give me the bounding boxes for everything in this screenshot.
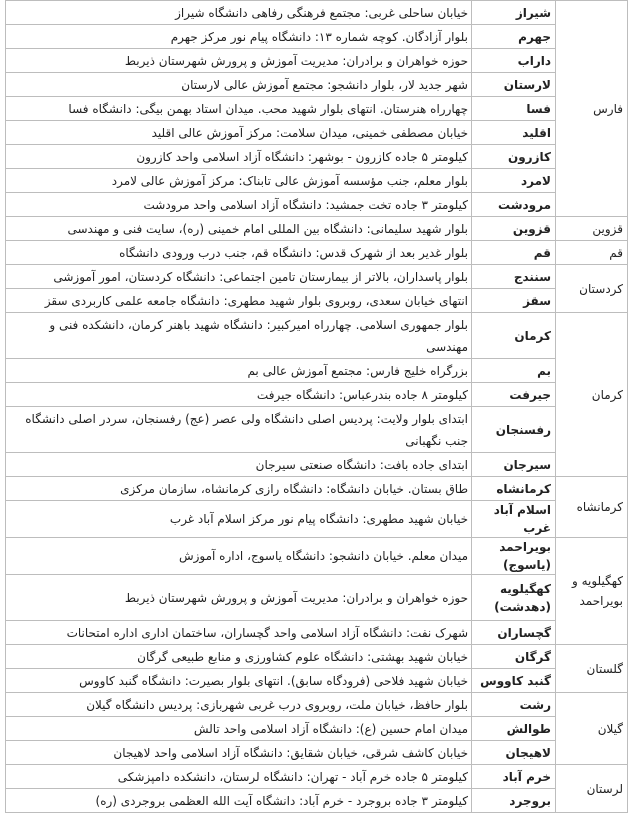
table-row bbox=[6, 669, 628, 693]
table-row bbox=[6, 501, 628, 538]
address-cell: خیابان ساحلی غربی: مجتمع فرهنگی رفاهی دانشگاه شیراز bbox=[6, 1, 472, 25]
table-row bbox=[6, 1, 628, 25]
table-row bbox=[6, 717, 628, 741]
city-cell: اسلام آباد غرب bbox=[472, 501, 556, 538]
city-cell: بروجرد bbox=[472, 789, 556, 813]
table-row bbox=[6, 97, 628, 121]
city-cell: کهگیلویه (دهدشت) bbox=[472, 575, 556, 621]
address-cell: بلوار غدیر بعد از شهرک قدس: دانشگاه قم، جنب درب ورودی دانشگاه bbox=[6, 241, 472, 265]
table-row bbox=[6, 538, 628, 575]
table-row bbox=[6, 765, 628, 789]
address-cell: کیلومتر ۳ جاده بروجرد - خرم آباد: دانشگاه آیت الله العظمی بروجردی (ره) bbox=[6, 789, 472, 813]
table-row bbox=[6, 313, 628, 359]
address-cell: بلوار معلم، جنب مؤسسه آموزش عالی تابناک: مرکز آموزش عالی لامرد bbox=[6, 169, 472, 193]
table-row bbox=[6, 789, 628, 813]
address-cell: خیابان مصطفی خمینی، میدان سلامت: مرکز آموزش عالی اقلید bbox=[6, 121, 472, 145]
address-cell: میدان امام حسین (ع): دانشگاه آزاد اسلامی واحد تالش bbox=[6, 717, 472, 741]
table-row bbox=[6, 575, 628, 621]
table-row bbox=[6, 193, 628, 217]
address-cell: ابتدای بلوار ولایت: پردیس اصلی دانشگاه ولی عصر (عج) رفسنجان، سردر اصلی دانشگاه جنب نگهبانی bbox=[6, 407, 472, 453]
table-row bbox=[6, 265, 628, 289]
city-cell: طوالش bbox=[472, 717, 556, 741]
city-cell: لامرد bbox=[472, 169, 556, 193]
table-row bbox=[6, 359, 628, 383]
province-cell: کرمان bbox=[556, 313, 628, 477]
address-cell: بلوار پاسداران، بالاتر از بیمارستان تامین اجتماعی: دانشگاه کردستان، امور آموزشی bbox=[6, 265, 472, 289]
address-cell: حوزه خواهران و برادران: مدیریت آموزش و پرورش شهرستان ذیربط bbox=[6, 575, 472, 621]
table-row bbox=[6, 121, 628, 145]
city-cell: سنندج bbox=[472, 265, 556, 289]
city-cell: اقلید bbox=[472, 121, 556, 145]
city-cell: سقز bbox=[472, 289, 556, 313]
city-cell: بویراحمد (یاسوج) bbox=[472, 538, 556, 575]
table-row bbox=[6, 25, 628, 49]
address-cell: بلوار شهید سلیمانی: دانشگاه بین المللی امام خمینی (ره)، سایت فنی و مهندسی bbox=[6, 217, 472, 241]
city-cell: گرگان bbox=[472, 645, 556, 669]
address-cell: شهر جدید لار، بلوار دانشجو: مجتمع آموزش عالی لارستان bbox=[6, 73, 472, 97]
province-cell: لرستان bbox=[556, 765, 628, 813]
table-row bbox=[6, 169, 628, 193]
province-cell: قم bbox=[556, 241, 628, 265]
city-cell: جیرفت bbox=[472, 383, 556, 407]
table-row bbox=[6, 645, 628, 669]
address-cell: خیابان کاشف شرقی، خیابان شقایق: دانشگاه آزاد اسلامی واحد لاهیجان bbox=[6, 741, 472, 765]
address-cell: کیلومتر ۵ جاده کازرون - بوشهر: دانشگاه آزاد اسلامی واحد کازرون bbox=[6, 145, 472, 169]
province-cell: کهگیلویه و بویراحمد bbox=[556, 538, 628, 645]
address-cell: بلوار آزادگان. کوچه شماره ۱۳: دانشگاه پیام نور مرکز جهرم bbox=[6, 25, 472, 49]
address-cell: بلوار جمهوری اسلامی. چهارراه امیرکبیر: دانشگاه شهید باهنر کرمان، دانشکده فنی و مهندسی bbox=[6, 313, 472, 359]
table-row bbox=[6, 621, 628, 645]
city-cell: داراب bbox=[472, 49, 556, 73]
table-row bbox=[6, 407, 628, 453]
table-row bbox=[6, 49, 628, 73]
address-cell: طاق بستان. خیابان دانشگاه: دانشگاه رازی کرمانشاه، سازمان مرکزی bbox=[6, 477, 472, 501]
city-cell: بم bbox=[472, 359, 556, 383]
city-cell: مرودشت bbox=[472, 193, 556, 217]
address-cell: میدان معلم. خیابان دانشجو: دانشگاه یاسوج، اداره آموزش bbox=[6, 538, 472, 575]
table-row bbox=[6, 453, 628, 477]
table-row bbox=[6, 289, 628, 313]
address-cell: بزرگراه خلیج فارس: مجتمع آموزش عالی بم bbox=[6, 359, 472, 383]
province-cell: کرمانشاه bbox=[556, 477, 628, 538]
city-cell: شیراز bbox=[472, 1, 556, 25]
province-cell: قزوین bbox=[556, 217, 628, 241]
city-cell: کازرون bbox=[472, 145, 556, 169]
address-cell: ابتدای جاده بافت: دانشگاه صنعتی سیرجان bbox=[6, 453, 472, 477]
table-row bbox=[6, 241, 628, 265]
city-cell: قم bbox=[472, 241, 556, 265]
address-cell: انتهای خیابان سعدی، روبروی بلوار شهید مطهری: دانشگاه جامعه علمی کاربردی سقز bbox=[6, 289, 472, 313]
address-cell: کیلومتر ۸ جاده بندرعباس: دانشگاه جیرفت bbox=[6, 383, 472, 407]
address-cell: شهرک نفت: دانشگاه آزاد اسلامی واحد گچساران، ساختمان اداری اداره امتحانات bbox=[6, 621, 472, 645]
table-row bbox=[6, 145, 628, 169]
city-cell: گنبد کاووس bbox=[472, 669, 556, 693]
city-cell: قزوین bbox=[472, 217, 556, 241]
city-cell: کرمانشاه bbox=[472, 477, 556, 501]
province-cell: گیلان bbox=[556, 693, 628, 765]
table-row bbox=[6, 383, 628, 407]
table-row bbox=[6, 73, 628, 97]
address-cell: کیلومتر ۳ جاده تخت جمشید: دانشگاه آزاد اسلامی واحد مرودشت bbox=[6, 193, 472, 217]
address-cell: خیابان شهید بهشتی: دانشگاه علوم کشاورزی و منابع طبیعی گرگان bbox=[6, 645, 472, 669]
address-cell: خیابان شهید مطهری: دانشگاه پیام نور مرکز اسلام آباد غرب bbox=[6, 501, 472, 538]
city-cell: جهرم bbox=[472, 25, 556, 49]
address-cell: بلوار حافظ، خیابان ملت، روبروی درب غربی شهربازی: پردیس دانشگاه گیلان bbox=[6, 693, 472, 717]
address-cell: کیلومتر ۵ جاده خرم آباد - تهران: دانشگاه لرستان، دانشکده دامپزشکی bbox=[6, 765, 472, 789]
city-cell: گچساران bbox=[472, 621, 556, 645]
exam-locations-table bbox=[5, 0, 628, 813]
province-cell: کردستان bbox=[556, 265, 628, 313]
address-cell: حوزه خواهران و برادران: مدیریت آموزش و پرورش شهرستان ذیربط bbox=[6, 49, 472, 73]
province-cell: فارس bbox=[556, 1, 628, 217]
city-cell: لارستان bbox=[472, 73, 556, 97]
city-cell: لاهیجان bbox=[472, 741, 556, 765]
table-row bbox=[6, 217, 628, 241]
city-cell: رفسنجان bbox=[472, 407, 556, 453]
city-cell: سیرجان bbox=[472, 453, 556, 477]
city-cell: رشت bbox=[472, 693, 556, 717]
city-cell: فسا bbox=[472, 97, 556, 121]
table-row bbox=[6, 741, 628, 765]
table-row bbox=[6, 693, 628, 717]
table-row bbox=[6, 477, 628, 501]
address-cell: چهارراه هنرستان. انتهای بلوار شهید محب. میدان استاد بهمن بیگی: دانشگاه فسا bbox=[6, 97, 472, 121]
province-cell: گلستان bbox=[556, 645, 628, 693]
address-cell: خیابان شهید فلاحی (فرودگاه سابق). انتهای بلوار بصیرت: دانشگاه گنبد کاووس bbox=[6, 669, 472, 693]
city-cell: کرمان bbox=[472, 313, 556, 359]
city-cell: خرم آباد bbox=[472, 765, 556, 789]
